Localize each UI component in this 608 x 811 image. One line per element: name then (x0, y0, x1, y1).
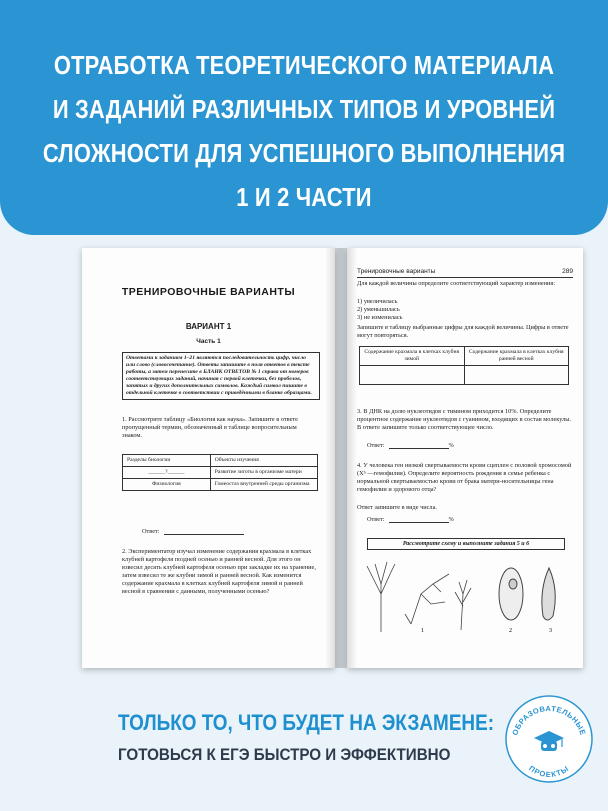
running-header-title: Тренировочные варианты (357, 268, 436, 275)
table-cell: Физиология (123, 479, 211, 491)
right-page (347, 248, 583, 668)
banner-line: 1 И 2 ЧАСТИ (236, 184, 372, 212)
percent-sign: % (448, 442, 454, 449)
table-cell (464, 366, 569, 385)
svg-text:ПРОЕКТЫ: ПРОЕКТЫ (527, 763, 571, 780)
left-page (82, 248, 335, 668)
percent-sign: % (448, 516, 454, 523)
option-item: 1) увеличилась (357, 298, 398, 305)
note-text: Запишите в таблицу выбранные цифры для каждой величины. Цифры в ответе могут повторяться. (357, 324, 569, 339)
plant-illustration (367, 562, 471, 632)
euglena-illustration (542, 568, 555, 620)
intro-text: Для каждой величины определите соответствующий характер изменения: (357, 280, 556, 287)
part-heading: Часть 1 (196, 338, 221, 345)
task-2-text: 2. Экспериментатор изучал изменение содержания крахмала в клетках клубней картофеля поздней осенью и ранней весной. Для этого он взвесил десять клубней картофеля осенью при закладке их на хранение, затем взвесил те же клубни зимой и ранней весной. Как изменится содержание крахмала в клетках клубней картофеля зимой и ранней весной в сравнении с данными, полученными осенью? (122, 548, 316, 595)
banner-line: И ЗАДАНИЙ РАЗЛИЧНЫХ ТИПОВ И УРОВНЕЙ (52, 96, 556, 124)
table-cell: Гомеостаз внутренней среды организма (210, 479, 317, 491)
running-header (357, 268, 573, 278)
option-item: 2) уменьшилась (357, 306, 400, 313)
footer-subtitle: ГОТОВЬСЯ К ЕГЭ БЫСТРО И ЭФФЕКТИВНО (118, 746, 451, 764)
banner-heading (43, 44, 566, 220)
answer-label: Ответ: (367, 516, 385, 523)
instructions-box: Ответами к заданиям 1–21 являются последовательность цифр, число или слово (словосочетание). Ответы запишите в поля ответов в тексте работы, а затем перенесите в БЛАНК ОТВЕТОВ № 1 справа от номеров соответствующих заданий, начиная с первой клеточки, без пробелов, запятых и других дополнительных символов. Каждый символ пишите в отдельной клеточке в соответствии с приведёнными в бланке образцами. (122, 352, 320, 400)
svg-text:ОБРАЗОВАТЕЛЬНЫЕ: ОБРАЗОВАТЕЛЬНЫЕ (510, 703, 588, 737)
task-4-text: 4. У человека ген низкой свертываемости крови сцеплен с половой хромосомой (Xʰ —гемофилия). Определите вероятность рождения в семье ребенка с нормальной свертываемостью крови от брака матери-носительницы гена гемофилии и здорового отца? (357, 462, 572, 493)
table-cell (360, 366, 465, 385)
table-cell: Развитие зиготы в организме матери (210, 467, 317, 479)
banner-line: ОТРАБОТКА ТЕОРЕТИЧЕСКОГО МАТЕРИАЛА (53, 52, 555, 80)
scheme-caption: Рассмотрите схему и выполните задания 5 и 6 (367, 538, 565, 550)
table-header: Содержание крахмала в клетках клубня ранней весной (464, 347, 569, 366)
cell-illustration (499, 568, 523, 620)
table-cell: ______?______ (123, 467, 211, 479)
organisms-figure (361, 554, 571, 634)
answer-label: Ответ: (367, 442, 385, 449)
left-page-title: ТРЕНИРОВОЧНЫЕ ВАРИАНТЫ (121, 286, 296, 298)
answer-line-1 (142, 528, 244, 535)
page-number: 289 (562, 268, 573, 275)
task-1-text: 1. Рассмотрите таблицу «Биология как наука». Запишите в ответе пропущенный термин, обозначенный в таблице вопросительным знаком. (122, 416, 298, 439)
table-header: Разделы биологии (123, 455, 211, 467)
publisher-logo (504, 694, 594, 784)
starch-table (359, 346, 569, 385)
answer-line-4 (367, 516, 454, 523)
figure-label: 1 (421, 628, 424, 634)
option-item: 3) не изменилась (357, 314, 403, 321)
figure-label: 2 (509, 628, 512, 634)
answer-label: Ответ: (142, 528, 160, 535)
task-4-note: Ответ запишите в виде числа. (357, 504, 437, 511)
biology-table (122, 454, 318, 491)
book-gutter (325, 248, 357, 668)
variant-heading: ВАРИАНТ 1 (185, 322, 232, 331)
answer-line-3 (367, 442, 454, 449)
task-3-text: 3. В ДНК на долю нуклеотидов с тимином приходится 10%. Определите процентное содержание нуклеотидов с гуанином, входящих в состав молекулы. В ответе запишите только соответствующее число. (357, 408, 572, 431)
table-header: Объекты изучения (210, 455, 317, 467)
figure-label: 3 (549, 628, 552, 634)
open-book (70, 248, 592, 678)
footer-title: ТОЛЬКО ТО, ЧТО БУДЕТ НА ЭКЗАМЕНЕ: (118, 710, 495, 735)
table-header: Содержание крахмала в клетках клубня зимой (360, 347, 465, 366)
options-list (357, 298, 573, 322)
banner-line: СЛОЖНОСТИ ДЛЯ УСПЕШНОГО ВЫПОЛНЕНИЯ (42, 140, 566, 168)
